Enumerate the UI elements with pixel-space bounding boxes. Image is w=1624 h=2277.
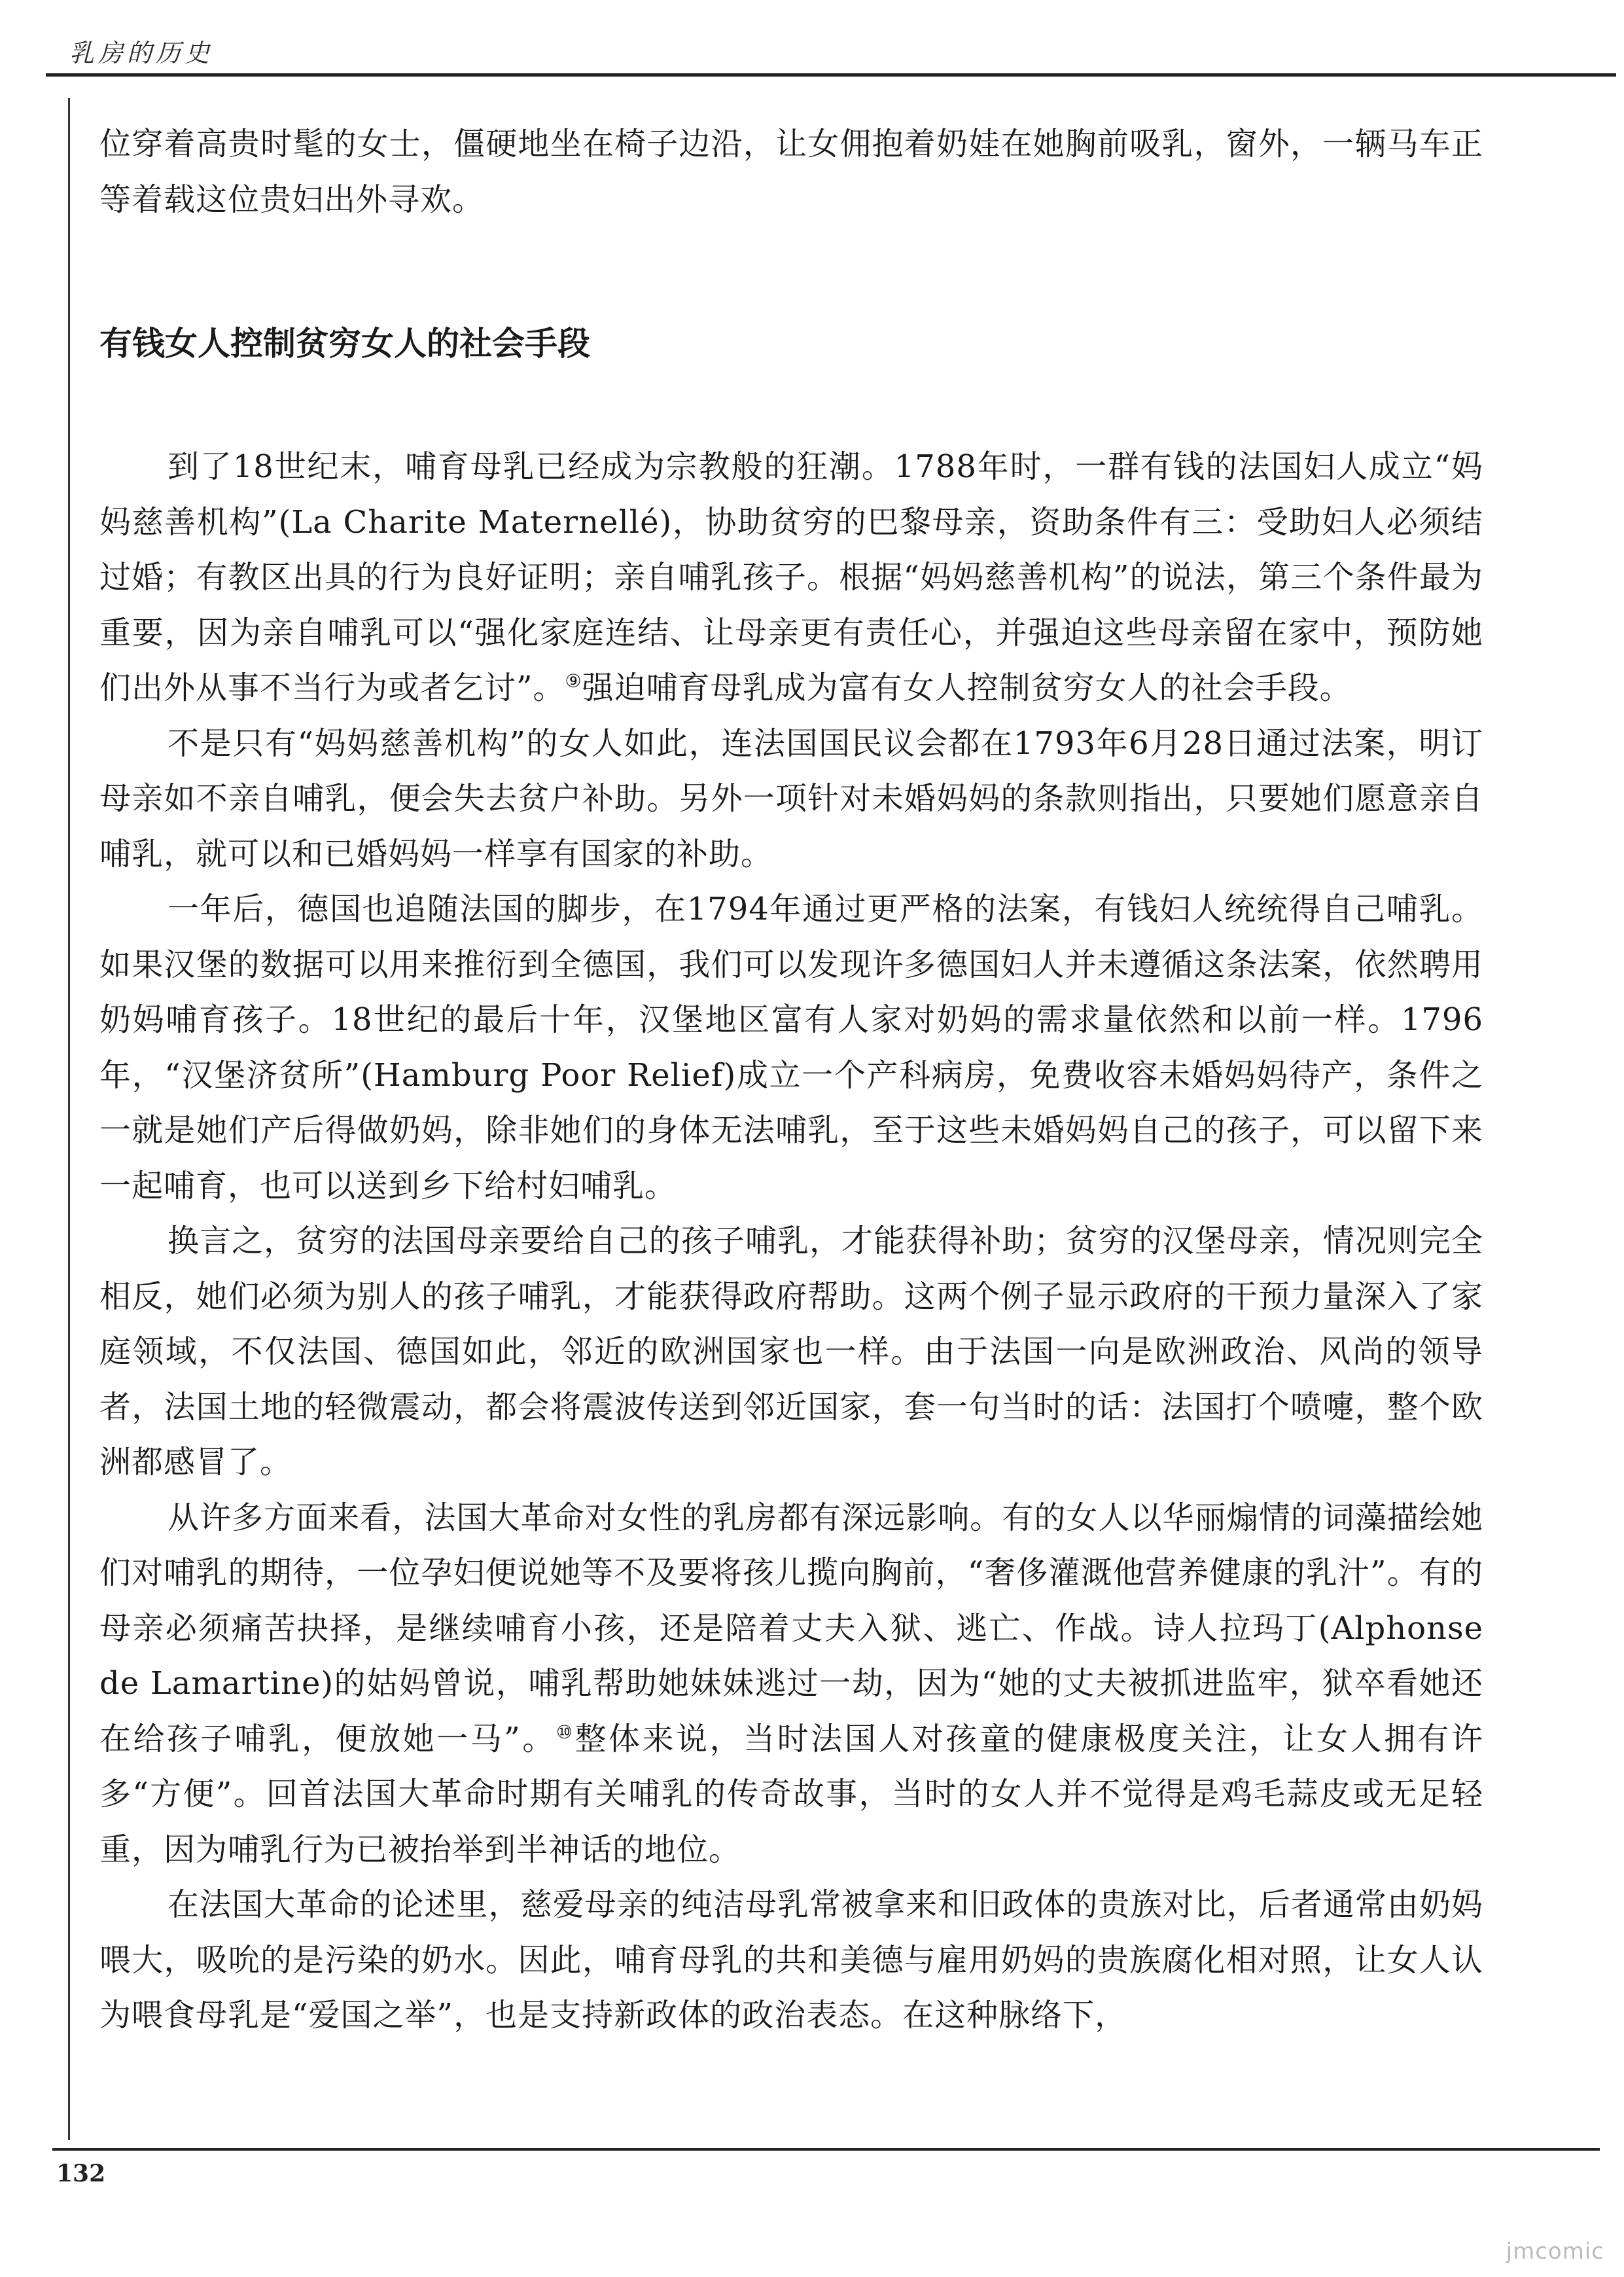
paragraph-text: 整体来说，当时法国人对孩童的健康极度关注，让女人拥有许多“方便”。回首法国大革命时期有关哺乳的传奇故事，当时的女人并不觉得是鸡毛蒜皮或无足轻重，因为哺乳行为已被抬举到半神话的地位。 xyxy=(99,1720,1483,1868)
footnote-marker: ⑩ xyxy=(556,1721,575,1743)
paragraph: 一年后，德国也追随法国的脚步，在1794年通过更严格的法案，有钱妇人统统得自己哺乳。如果汉堡的数据可以用来推衍到全德国，我们可以发现许多德国妇人并未遵循这条法案，依然聘用奶妈哺育孩子。18世纪的最后十年，汉堡地区富有人家对奶妈的需求量依然和以前一样。1796年，“汉堡济贫所”(Hamburg Poor Relief)成立一个产科病房，免费收容未婚妈妈待产，条件之一就是她们产后得做奶妈，除非她们的身体无法哺乳，至于这些未婚妈妈自己的孩子，可以留下来一起哺育，也可以送到乡下给村妇哺乳。 xyxy=(99,891,1483,1204)
paragraph-text: 强迫哺育母乳成为富有女人控制贫穷女人的社会手段。 xyxy=(582,670,1352,706)
watermark: jmcomic xyxy=(1506,2238,1604,2265)
footnote-marker: ⑨ xyxy=(565,670,582,692)
page-body xyxy=(99,117,1483,2043)
paragraph xyxy=(99,439,1483,716)
section-heading: 有钱女人控制贫穷女人的社会手段 xyxy=(99,325,590,363)
page-number: 132 xyxy=(56,2160,106,2187)
paragraph: 换言之，贫穷的法国母亲要给自己的孩子哺乳，才能获得补助；贫穷的汉堡母亲，情况则完全相反，她们必须为别人的孩子哺乳，才能获得政府帮助。这两个例子显示政府的干预力量深入了家庭领域，不仅法国、德国如此，邻近的欧洲国家也一样。由于法国一向是欧洲政治、风尚的领导者，法国土地的轻微震动，都会将震波传送到邻近国家，套一句当时的话：法国打个喷嚏，整个欧洲都感冒了。 xyxy=(99,1223,1483,1480)
paragraph-text: 从许多方面来看，法国大革命对女性的乳房都有深远影响。有的女人以华丽煽情的词藻描绘她们对哺乳的期待，一位孕妇便说她等不及要将孩儿揽向胸前，“奢侈灌溉他营养健康的乳汁”。有的母亲必须痛苦抉择，是继续哺育小孩，还是陪着丈夫入狱、逃亡、作战。诗人拉玛丁(Alphonse de Lamartine)的姑妈曾说，哺乳帮助她妹妹逃过一劫，因为“她的丈夫被抓进监牢，狱卒看她还在给孩子哺乳，便放她一马”。 xyxy=(99,1499,1483,1757)
paragraph-text: 到了18世纪末，哺育母乳已经成为宗教般的狂潮。1788年时，一群有钱的法国妇人成立“妈妈慈善机构”(La Charite Maternellé)，协助贫穷的巴黎母亲，资助条件有三：受助妇人必须结过婚；有教区出具的行为良好证明；亲自哺乳孩子。根据“妈妈慈善机构”的说法，第三个条件最为重要，因为亲自哺乳可以“强化家庭连结、让母亲更有责任心，并强迫这些母亲留在家中，预防她们出外从事不当行为或者乞讨”。 xyxy=(99,448,1483,706)
paragraph: 在法国大革命的论述里，慈爱母亲的纯洁母乳常被拿来和旧政体的贵族对比，后者通常由奶妈喂大，吸吮的是污染的奶水。因此，哺育母乳的共和美德与雇用奶妈的贵族腐化相对照，让女人认为喂食母乳是“爱国之举”，也是支持新政体的政治表态。在这种脉络下， xyxy=(99,1886,1483,2034)
running-header: 乳房的历史 xyxy=(69,39,214,67)
footer-rule xyxy=(52,2148,1600,2151)
paragraph: 不是只有“妈妈慈善机构”的女人如此，连法国国民议会都在1793年6月28日通过法案，明订母亲如不亲自哺乳，便会失去贫户补助。另外一项针对未婚妈妈的条款则指出，只要她们愿意亲自哺乳，就可以和已婚妈妈一样享有国家的补助。 xyxy=(99,725,1483,872)
left-margin-rule xyxy=(68,98,70,2140)
paragraph-continuation: 位穿着高贵时髦的女士，僵硬地坐在椅子边沿，让女佣抱着奶娃在她胸前吸乳，窗外，一辆马车正等着载这位贵妇出外寻欢。 xyxy=(99,126,1483,218)
paragraph xyxy=(99,1490,1483,1878)
header-rule xyxy=(46,73,1616,77)
